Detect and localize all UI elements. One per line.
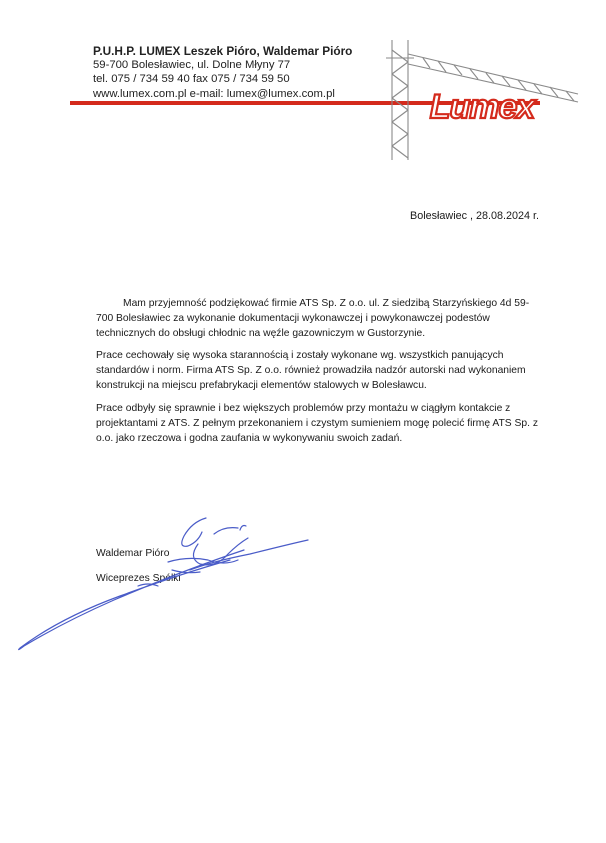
company-address: 59-700 Bolesławiec, ul. Dolne Młyny 77 [93, 59, 291, 72]
logo-text: Lumex [429, 88, 535, 126]
handwritten-signature [0, 510, 320, 660]
company-web-email: www.lumex.com.pl e-mail: lumex@lumex.com.pl [93, 87, 335, 100]
paragraph-1: Mam przyjemność podziękować firmie ATS Sp. Z o.o. ul. Z siedzibą Starzyńskiego 4d 59-700 Bolesławiec za wykonanie dokumentacji wykonawczej i powykonawczej podestów technicznych do obsługi chłodnic na węźle gazowniczym w Gustorzynie. [96, 298, 530, 340]
letterhead [0, 0, 606, 170]
paragraph-3: Prace odbyły się sprawnie i bez większych problemów przy montażu w ciągłym kontakcie z projektantami z ATS. Z pełnym przekonaniem i czystym sumieniem mogę polecić firmę ATS Sp. z o.o. jako rzeczowa i godna zaufania w wykonywaniu swoich zadań. [96, 402, 538, 444]
paragraph-2: Prace cechowały się wysoka starannością i zostały wykonane wg. wszystkich panujących standardów i norm. Firma ATS Sp. Z o.o. również prowadziła nadzór autorski nad wykonaniem konstrukcji na miejscu prefabrykacji elementów stalowych w Bolesławcu. [96, 350, 526, 392]
company-phone-fax: tel. 075 / 734 59 40 fax 075 / 734 59 50 [93, 73, 290, 86]
company-name: P.U.H.P. LUMEX Leszek Pióro, Waldemar Pióro [93, 44, 353, 58]
lumex-logo [378, 36, 583, 164]
signatory-name: Waldemar Pióro [96, 548, 170, 559]
company-info [93, 44, 393, 101]
letter-date: Bolesławiec , 28.08.2024 r. [410, 210, 540, 222]
signatory-role: Wiceprezes Spółki [96, 573, 181, 584]
letter-body [96, 296, 541, 453]
